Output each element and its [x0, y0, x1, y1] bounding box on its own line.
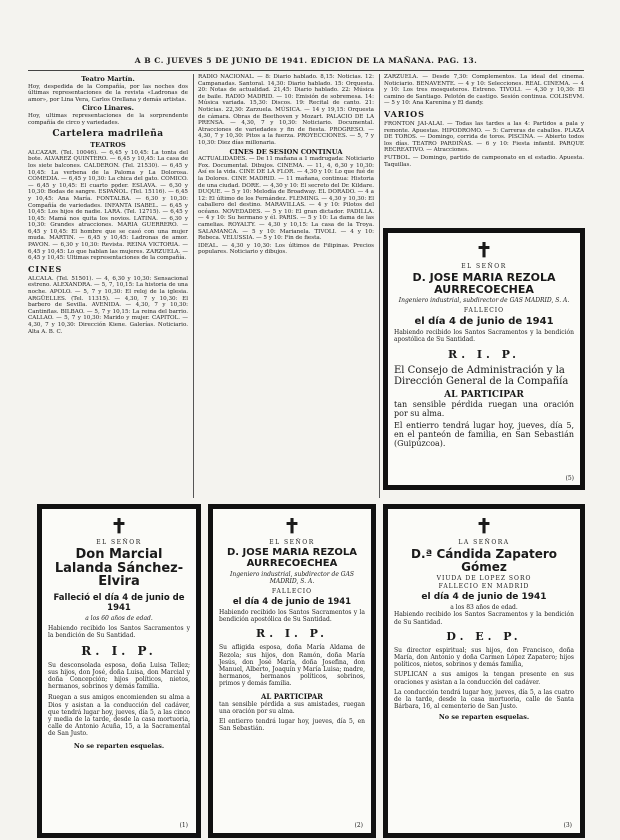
- listing-text: IDEAL. — 4,30 y 10,30: Los últimos de Filipinas. Precios populares. Noticiario y dibujos.: [198, 242, 374, 256]
- deceased-role: Ingeniero industrial, subdirector de GAS MADRID, S. A.: [398, 297, 570, 305]
- notice-number: (1): [179, 822, 188, 829]
- paragraph: Hoy, despedida de la Compañía, por las noches dos últimas representaciones de la revista «Ladronas de amor», por Lina Vera, Carlos Orellana y demás artistas.: [28, 83, 188, 103]
- no-notices-text: No se reparten esquelas.: [438, 713, 530, 722]
- page-header: A B C. JUEVES 5 DE JUNIO DE 1941. EDICION DE LA MAÑANA. PAG. 13.: [28, 56, 584, 71]
- rip-label: R. I. P.: [448, 347, 520, 361]
- subsection-title: CINES DE SESION CONTINUA: [229, 147, 343, 156]
- title-label: EL SEÑOR: [269, 539, 315, 546]
- cross-icon: ✝: [475, 514, 493, 538]
- participar-text: tan sensible pérdida ruegan una oración por su alma.: [394, 399, 574, 418]
- family-text: Su desconsolada esposa, doña Luisa Tellez; sus hijos, don José, doña Luisa, don Marcial y doña Concepción; hijos políticos, nietos, hermanos, sobrinos y demás familia.: [48, 661, 190, 691]
- participar-heading: AL PARTICIPAR: [444, 389, 524, 400]
- cross-icon: ✝: [475, 238, 493, 262]
- death-date: Falleció el día 4 de junio de 1941: [53, 592, 185, 613]
- subsection-title: TEATROS: [90, 141, 126, 150]
- listing-text: ZARZUELA. — Desde 7,30: Complementos. La ideal del cinema. Noticiario. BENAVENTE. — 4 y 10: Selecciones. REAL CINEMA. — 4 y 10: Los tres mosqueteros. Estreno. TIVOLI. — 4,30 y 10,30: El camino de Santiago. Pelotón de castigo. Sesión continua. COLISEVM. — 5 y 10: Ana Karenina y El dandy.: [384, 74, 584, 107]
- cross-icon: ✝: [283, 514, 301, 538]
- obituary-rezola-top: [383, 228, 585, 490]
- deceased-name: Don Marcial Lalanda Sánchez-Elvira: [54, 547, 184, 590]
- listing-text: FRONTON JAI-ALAI. — Todas las tardes a las 4: Partidos a pala y remonte. Apuestas. HIPODROMO. — 5: Carreras de caballos. PLAZA DE TOROS. — Domingo, corrida de toros. PISCINA. — Abierto todos los días. TEATRO PARDIÑAS. — 6 y 10: Fiesta infantil. PARQUE RECREATIVO. — Atracciones.: [384, 120, 584, 154]
- funeral-text: El entierro tendrá lugar hoy, jueves, día 5, en San Sebastián.: [219, 718, 365, 733]
- notice-number: (2): [354, 822, 363, 829]
- obituary-lalanda: [37, 504, 201, 838]
- title-label: EL SEÑOR: [96, 539, 142, 546]
- title-label: LA SEÑORA: [458, 539, 510, 546]
- request-text: Ruegan a sus amigos encomienden su alma a Dios y asistan a la conducción del cadáver, que tendrá lugar hoy, jueves, día 5, a las cinco y media de la tarde, desde la casa mortuoria, calle de Antonio Acuña, 15, a la Sacramental de San Justo.: [48, 694, 190, 738]
- participar-text: tan sensible pérdida a sus amistades, ruegan una oración por su alma.: [219, 700, 365, 715]
- sacraments-text: Habiendo recibido los Santos Sacramentos y la bendición apostólica de Su Santidad.: [394, 329, 574, 344]
- listing-text: ALCALA. (Tel. 51501). — 4, 6,30 y 10,30: Sensacional estreno. ALEXANDRA. — 5, 7, 10,15: La historia de una noche. APOLO. — 5, 7 y 10,30: El reloj de la iglesia. ARGÜELLES. (Tel. 11315). — 4,30, 7 y 10,30: El barbero de Sevilla. AVENIDA. — 4,30, 7 y 10,30: Cantinflas. BILBAO. — 5, 7 y 10,15: La reina del barrio. CALLAO. — 5, 7 y 10,30: Marido y mujer. CAPITOL. — 4,30, 7 y 10,30: Dirección Kiene. Galerías. Noticiario. Alta A. B. C.: [28, 275, 188, 335]
- no-notices-text: No se reparten esquelas.: [73, 741, 165, 750]
- death-date: el día 4 de junio de 1941: [232, 597, 352, 607]
- council-text: El Consejo de Administración y la Dirección General de la Compañía: [394, 364, 569, 387]
- title-label: EL SEÑOR: [461, 263, 507, 270]
- obituary-zapatero: [383, 504, 585, 838]
- deceased-name: D.ª Cándida Zapatero Gómez: [410, 547, 557, 574]
- age-text: a los 83 años de edad.: [450, 604, 518, 612]
- age-text: a los 60 años de edad.: [85, 614, 153, 622]
- subsection-title: VARIOS: [384, 108, 425, 119]
- request-text: SUPLICAN a sus amigos la tengan presente en sus oraciones y asistan a la conducción del cadáver.: [394, 671, 574, 686]
- sacraments-text: Habiendo recibido los Santos Sacramentos y la bendición de Su Santidad.: [394, 611, 574, 626]
- deceased-name: D. JOSE MARIA REZOLA AURRECOECHEA: [226, 547, 358, 569]
- obituary-rezola: [208, 504, 376, 838]
- listing-text: ALCAZAR. (Tel. 10046). — 6,45 y 10,45: La tonta del bote. ALVAREZ QUINTERO. — 6,45 y 10,45: La casa de los siete balcones. CALDERON. (Tel. 21530). — 6,45 y 10,45: La verbena de la Paloma y La Dolorosa. COMEDIA. — 6,45 y 10,30: La chica del gato. COMICO. — 6,45 y 10,45: El cuarto poder. ESLAVA. — 6,30 y 10,30: Bodas de sangre. ESPAÑOL. (Tel. 15116). — 6,45 y 10,45: Ana María. FONTALBA. — 6,30 y 10,30: Compañía de variedades. INFANTA ISABEL. — 6,45 y 10,45: Los hijos de nadie. LARA. (Tel. 12715). — 6,45 y 10,45: Mamá nos quita los novios. LATINA. — 6,30 y 10,30: Grandes atracciones. MARIA GUERRERO. — 6,45 y 10,45: El hombre que se casó con una mujer muda. MARTIN. — 6,45 y 10,45: Ladronas de amor. PAVON. — 6,30 y 10,30: Revista. REINA VICTORIA. — 6,45 y 10,45: Lo que hablan las mujeres. ZARZUELA. — 6,45 y 10,45: Ultimas representaciones de la compañía.: [28, 149, 188, 262]
- fallecio-label: FALLECIO EN MADRID: [438, 583, 530, 591]
- listing-text: RADIO NACIONAL. — 8: Diario hablado. 8,15: Noticias. 12: Campanadas. Santoral. 14,30: Diario hablado. 15: Orquesta. 20: Notas de actualidad. 21,45: Diario hablado. 22: Música de baile. RADIO MADRID. — 10: Emisión de sobremesa. 14: Música variada. 15,30: Discos. 19: Recital de canto. 21: Noticias. 22,30: Zarzuela. MÚSICA. — 14 y 19,15: Orquesta de cámara. Obras de Beethoven y Mozart. PALACIO DE LA PRENSA. — 4,30, 7 y 10,30: Noticiario. Documental. Atracciones de variedades y fin de fiesta. PROGRESO. — 4,30, 7 y 10,30: Pitos a la fuerza. PROYECCIONES. — 5, 7 y 10,30: Diez días millonaria.: [198, 74, 374, 146]
- rip-label: R. I. P.: [256, 627, 328, 641]
- paragraph: Hoy, ultimas representaciones de la sorprendente compañía de circo y variedades.: [28, 112, 188, 126]
- deceased-role: Ingeniero industrial, subdirector de GAS MADRID, S. A.: [229, 571, 355, 585]
- heading: Circo Linares.: [82, 104, 134, 113]
- rip-label: R. I. P.: [81, 643, 157, 658]
- participar-heading: AL PARTICIPAR: [260, 691, 323, 701]
- sacraments-text: Habiendo recibido los Santos Sacramentos y la bendición apostólica de Su Santidad.: [219, 609, 365, 624]
- death-date: el día 4 de junio de 1941: [414, 316, 554, 328]
- fallecio-label: FALLECIO: [463, 307, 505, 315]
- funeral-text: La conducción tendrá lugar hoy, jueves, día 5, a las cuatro de la tarde, desde la casa mortuoria, calle de Santa Bárbara, 16, al cementerio de San Justo.: [394, 688, 574, 711]
- heading: Teatro Martín.: [81, 75, 135, 83]
- column-rule: [193, 74, 194, 498]
- funeral-text: El entierro tendrá lugar hoy, jueves, día 5, en el panteón de familia, en San Sebastián (Guipúzcoa).: [394, 420, 574, 448]
- column-listings-3: [384, 74, 584, 224]
- listing-text: ACTUALIDADES. — De 11 mañana a 1 madrugada: Noticiario Fox. Documental. Dibujos. CINEMA. — 11, 4, 6,30 y 10,30: Así es la vida. CINE DE LA FLOR. — 4,30 y 10: Lo que fué de la Dolores. CINE MADRID. — 11 mañana, continua: Historia de una ciudad. DORE. — 4,30 y 10: El secreto del Dr. Kildare. DUQUE. — 5 y 10: Melodía de Broadway. EL DORADO. — 4 a 12: El último de los Fernández. FLEMING. — 4,30 y 10,30: El caballero del destino. MARAVILLAS. — 4 y 10: Pilotos del océano. NOVEDADES. — 5 y 10: El gran dictador. PADILLA. — 4 y 10: Su hermano y él. PARIS. — 5 y 10: La dama de las camelias. ROYALTY. — 4,30 y 10,15: La casa de la Troya. SALAMANCA. — 5 y 10: Marianela. TIVOLI. — 4 y 10: Rebeca. VELUSSIA. — 5 y 10: Fin de fiesta.: [198, 156, 374, 242]
- family-text: Su director espiritual; sus hijos, don Francisco, doña María, don Antonio y doña Carmen López Zapatero; hijos políticos, nietos, sobrinos y demás familia,: [394, 646, 574, 669]
- notice-number: (3): [563, 822, 572, 829]
- column-rule: [379, 74, 380, 498]
- subsection-title: CINES: [28, 263, 63, 274]
- notice-number: (5): [565, 475, 574, 482]
- section-title: Cartelera madrileña: [52, 129, 164, 140]
- fallecio-label: FALLECIO: [271, 588, 313, 595]
- dep-label: D. E. P.: [446, 629, 522, 643]
- widow-text: VIUDA DE LOPEZ SORO: [436, 575, 532, 583]
- cross-icon: ✝: [110, 514, 128, 538]
- death-date: el día 4 de junio de 1941: [421, 592, 547, 603]
- column-listings-1: [28, 74, 188, 499]
- sacraments-text: Habiendo recibido los Santos Sacramentos y la bendición de Su Santidad.: [48, 625, 190, 640]
- listing-text: FUTBOL. — Domingo, partido de campeonato en el estadio. Apuesta. Taquillas.: [384, 154, 584, 168]
- column-listings-2: [198, 74, 374, 499]
- family-text: Su afligida esposa, doña María Aldama de Rezola; sus hijos, don Ramón, doña María Jesús, don José María, doña Josefina, don Manuel, Alberto, Joaquín y María Luisa; madre, hermanos, hermanos políticos, sobrinos, primos y demás familia.: [219, 644, 365, 688]
- deceased-name: D. JOSE MARIA REZOLA AURRECOECHEA: [412, 271, 556, 296]
